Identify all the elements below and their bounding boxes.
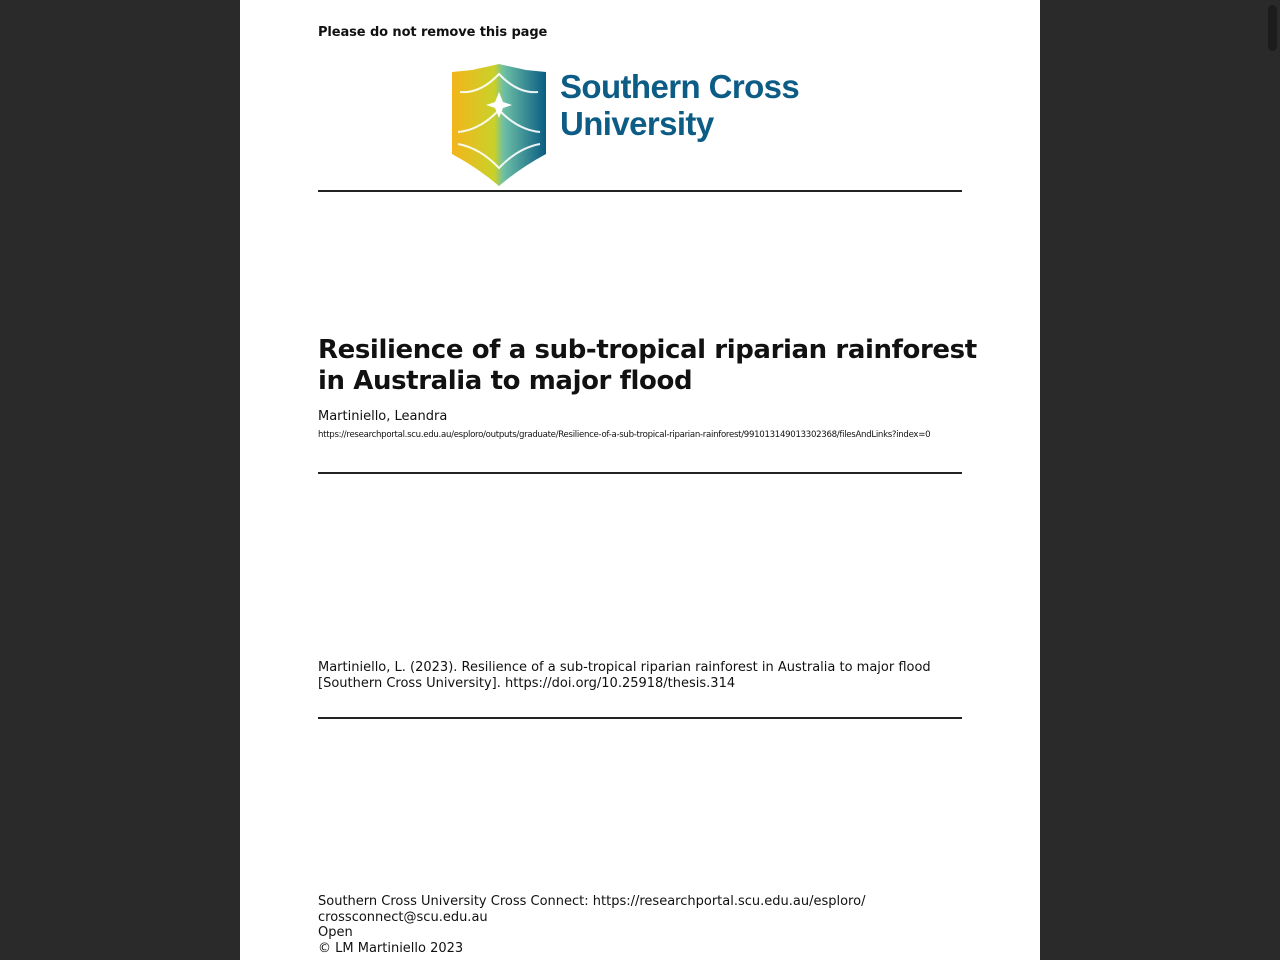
repository-line: Southern Cross University Cross Connect: https://researchportal.scu.edu.au/esploro/ [318, 894, 866, 909]
record-url-link[interactable]: https://researchportal.scu.edu.au/esploro/outputs/graduate/Resilience-of-a-sub-tropical-riparian-rainforest/991013149013302368/filesAndLinks?index=0 [318, 430, 931, 440]
author-name: Martiniello, Leandra [318, 409, 448, 424]
logo-wordmark [560, 68, 799, 142]
shield-logo-icon [450, 64, 548, 188]
notice-text: Please do not remove this page [318, 25, 548, 40]
divider-1 [318, 190, 962, 192]
email-line: crossconnect@scu.edu.au [318, 909, 488, 925]
university-logo [450, 64, 830, 188]
document-title: Resilience of a sub-tropical riparian rainforest in Australia to major flood [318, 335, 977, 396]
footer-block [318, 894, 865, 956]
divider-2 [318, 472, 962, 474]
citation-text: Martiniello, L. (2023). Resilience of a sub-tropical riparian rainforest in Australia to major flood [Southern Cross University]. https://doi.org/10.25918/thesis.314 [318, 660, 931, 691]
logo-line-1: Southern Cross [560, 68, 800, 105]
logo-line-2: University [560, 105, 714, 142]
divider-3 [318, 717, 962, 719]
copyright-line: © LM Martiniello 2023 [318, 940, 464, 956]
viewer-scrollbar[interactable] [1268, 5, 1277, 51]
document-page [240, 0, 1040, 960]
access-line: Open [318, 925, 353, 941]
